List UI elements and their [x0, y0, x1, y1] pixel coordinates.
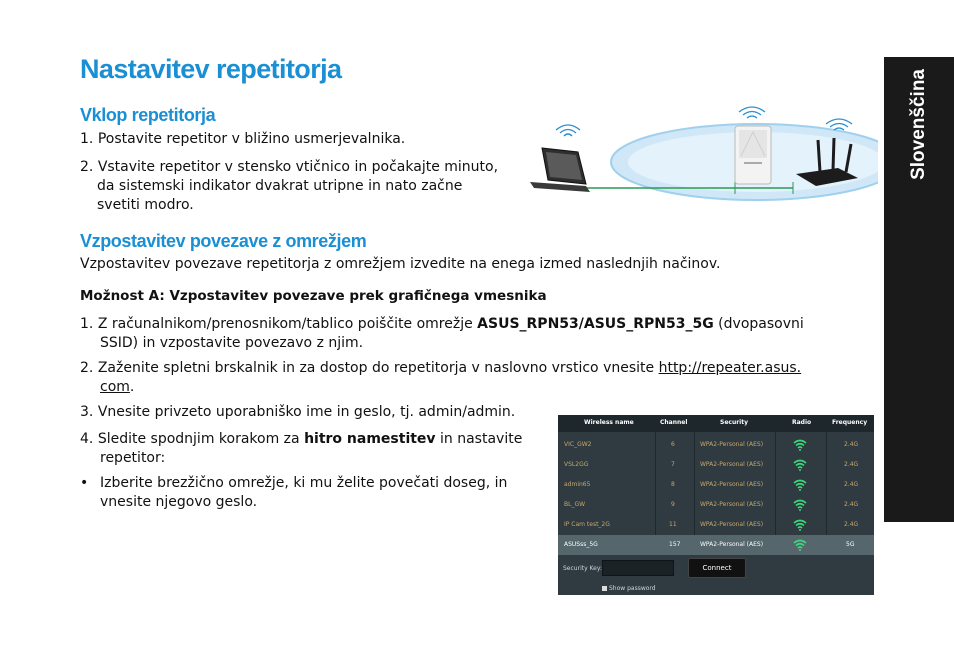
section-heading-connect: Vzpostavitev povezave z omrežjem — [80, 231, 367, 251]
step-2: 2. Vstavite repetitor v stensko vtičnico in počakajte minuto, da sistemski indikator dvakrat utripne in nato začne svetiti modro. — [80, 159, 499, 213]
connect-button[interactable]: Connect — [688, 558, 746, 578]
option-a-heading: Možnost A: Vzpostavitev povezave prek grafičnega vmesnika — [80, 288, 547, 304]
wifi-signal-icon — [793, 459, 807, 471]
table-row-selected[interactable]: ASUSss_5G 157 WPA2-Personal (AES) 5G — [558, 535, 874, 555]
repeater-url-link[interactable]: http://repeater.asus. — [658, 360, 802, 376]
table-row[interactable]: admin65 8 WPA2-Personal (AES) 2.4G — [558, 475, 874, 495]
show-password-checkbox[interactable]: Show password — [602, 585, 656, 592]
wifi-signal-icon — [793, 499, 807, 511]
setup-illustration — [528, 100, 878, 210]
section-heading-power-on: Vklop repetitorja — [80, 105, 216, 125]
wifi-signal-icon — [793, 439, 807, 451]
wifi-signal-icon — [793, 479, 807, 491]
gui-bullet: • Izberite brezžično omrežje, ki mu želite povečati doseg, in vnesite njegovo geslo. — [80, 475, 508, 510]
wifi-signal-icon — [556, 125, 580, 136]
table-header: Wireless name Channel Security Radio Frequency — [558, 415, 874, 432]
security-key-label: Security Key: — [563, 565, 603, 572]
gui-step-4: 4. Sledite spodnjim korakom za hitro namestitev in nastavite repetitor: — [80, 431, 523, 466]
gui-step-2: 2. Zaženite spletni brskalnik in za dostop do repetitorja v naslovno vrstico vnesite http://repeater.asus. com. — [80, 360, 802, 395]
table-row[interactable]: IP Cam test_2G 11 WPA2-Personal (AES) 2.4G — [558, 515, 874, 535]
gui-step-1: 1. Z računalnikom/prenosnikom/tablico poiščite omrežje ASUS_RPN53/ASUS_RPN53_5G (dvopasovni SSID) in vzpostavite povezavo z njim. — [80, 316, 804, 351]
gui-step-3: 3. Vnesite privzeto uporabniško ime in geslo, tj. admin/admin. — [80, 404, 516, 420]
step-1: 1. Postavite repetitor v bližino usmerjevalnika. — [80, 131, 406, 147]
table-row[interactable]: VIC_GW2 6 WPA2-Personal (AES) 2.4G — [558, 435, 874, 455]
page-title: Nastavitev repetitorja — [80, 54, 342, 84]
connect-intro: Vzpostavitev povezave repetitorja z omrežjem izvedite na enega izmed naslednjih načinov. — [80, 256, 721, 272]
security-key-input[interactable] — [602, 560, 674, 576]
repeater-icon — [735, 126, 771, 184]
wifi-signal-icon — [793, 539, 807, 551]
table-row[interactable]: VSL2GG 7 WPA2-Personal (AES) 2.4G — [558, 455, 874, 475]
language-tab — [884, 57, 954, 522]
checkbox-icon[interactable] — [602, 586, 607, 591]
wifi-signal-icon — [793, 519, 807, 531]
table-row[interactable]: BL_GW 9 WPA2-Personal (AES) 2.4G — [558, 495, 874, 515]
language-tab-label: Slovenščina — [908, 69, 929, 180]
laptop-icon — [530, 148, 590, 192]
wireless-network-table — [558, 415, 874, 595]
repeater-url-link-cont[interactable]: com — [100, 379, 130, 395]
